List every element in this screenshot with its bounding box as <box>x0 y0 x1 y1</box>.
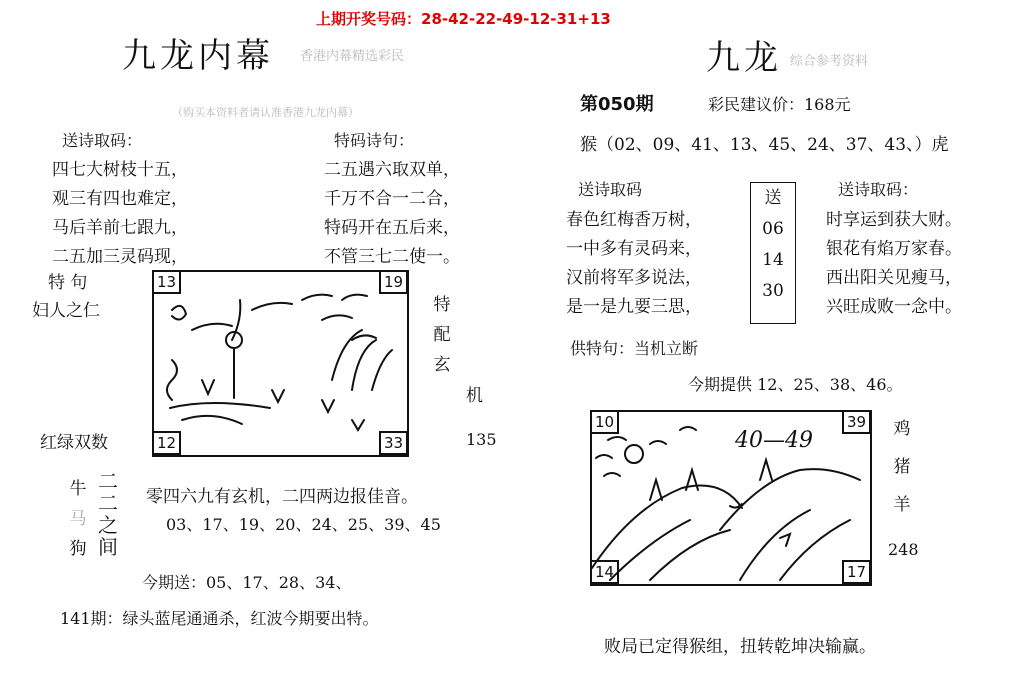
poem-line: 马后羊前七跟九， <box>52 218 188 238</box>
send-box-number: 14 <box>762 250 784 270</box>
zodiac-char: 鸡 <box>893 419 911 439</box>
number-list: 03、17、19、20、24、25、39、45 <box>166 515 441 534</box>
poem-line: 一中多有灵码来， <box>566 239 702 259</box>
right-title-faint: 综合参考资料 <box>790 54 869 69</box>
poem-line: 千万不合一二合， <box>324 189 460 209</box>
left-title-faint: 香港内幕精选彩民 <box>300 49 405 64</box>
poem-line: 二五加三灵码现， <box>52 247 188 267</box>
vertical-char: 玄 <box>433 355 451 375</box>
special-label: 特 句 <box>48 273 88 293</box>
between-column <box>96 470 120 558</box>
left-box-bl: 12 <box>152 431 181 455</box>
vertical-char: 配 <box>433 325 451 345</box>
left-faint-line: （购买本资料者请认准香港九龙内幕） <box>172 106 359 119</box>
left-box-br: 33 <box>379 431 408 455</box>
send-box <box>750 182 796 324</box>
left-code-heading: 特码诗句： <box>334 131 415 150</box>
provide-numbers: 今期提供 12、25、38、46。 <box>688 375 903 394</box>
zodiac-char: 牛 <box>69 479 87 499</box>
right-title: 九龙 <box>706 38 782 78</box>
send-box-number: 30 <box>762 281 784 301</box>
left-title: 九龙内幕 <box>122 36 274 76</box>
right-vertical-zodiac <box>890 410 914 524</box>
between-char: 之 <box>98 513 118 537</box>
bottom-note: 141期：绿头蓝尾通通杀，红波今期要出特。 <box>60 609 379 628</box>
poem-line: 不管三七二使一。 <box>324 247 460 267</box>
zodiac-char: 狗 <box>69 539 87 559</box>
zodiac-column <box>66 474 90 564</box>
today-send: 今期送：05、17、28、34、 <box>142 573 352 592</box>
right-box-bl: 14 <box>590 560 619 584</box>
right-box-tr: 39 <box>842 410 871 434</box>
left-vertical-last: 机 <box>466 386 483 406</box>
riddle-line: 零四六九有玄机，二四两边报佳音。 <box>146 487 418 507</box>
left-box-tr: 19 <box>379 270 408 294</box>
zodiac-char: 猪 <box>893 457 911 477</box>
poem-line: 二五遇六取双单， <box>324 160 460 180</box>
special-phrase: 妇人之仁 <box>32 301 100 321</box>
right-vertical-number: 248 <box>888 540 919 559</box>
left-poem-left <box>52 156 188 272</box>
suggested-price: 彩民建议价：168元 <box>708 95 851 114</box>
send-box-number: 06 <box>762 219 784 239</box>
poem-line: 是一是九要三思， <box>566 297 702 317</box>
left-poem-heading: 送诗取码： <box>62 131 143 150</box>
left-box-tl: 13 <box>152 270 181 294</box>
red-green-label: 红绿双数 <box>40 433 108 453</box>
last-draw-numbers: 上期开奖号码：28-42-22-49-12-31+13 <box>316 10 611 28</box>
poem-line: 兴旺成败一念中。 <box>826 297 962 317</box>
poem-line: 四七大树枝十五， <box>52 160 188 180</box>
zodiac-char: 马 <box>69 509 87 529</box>
right-sketch-drawing <box>590 410 872 586</box>
poem-line: 观三有四也难定， <box>52 189 188 209</box>
poem-line: 春色红梅香万树， <box>566 210 702 230</box>
left-poem-right <box>324 156 460 272</box>
right-special-phrase: 供特句：当机立断 <box>570 339 699 358</box>
send-box-label: 送 <box>764 188 782 208</box>
left-vertical-text <box>430 290 454 380</box>
poem-line: 时享运到获大财。 <box>826 210 962 230</box>
poem-line: 特码开在五后来， <box>324 218 460 238</box>
monkey-tiger-line: 猴（02、09、41、13、45、24、37、43、）虎 <box>580 135 949 155</box>
right-heading-right: 送诗取码： <box>838 180 919 199</box>
between-char: 间 <box>98 535 118 559</box>
right-box-tl: 10 <box>590 410 619 434</box>
left-sketch-drawing <box>152 270 409 457</box>
right-poem-right <box>826 206 962 322</box>
poem-line: 汉前将军多说法， <box>566 268 702 288</box>
zodiac-char: 羊 <box>893 495 911 515</box>
left-vertical-number: 135 <box>466 430 497 449</box>
right-poem-left <box>566 206 702 322</box>
poem-line: 银花有焰万家春。 <box>826 239 962 259</box>
between-char: 二 <box>98 469 118 493</box>
right-box-br: 17 <box>842 560 871 584</box>
between-char: 二 <box>98 491 118 515</box>
right-bottom-line: 败局已定得猴组，扭转乾坤决输赢。 <box>604 637 876 657</box>
poem-line: 西出阳关见瘦马， <box>826 268 962 288</box>
issue-number: 第050期 <box>580 94 654 115</box>
vertical-char: 特 <box>433 295 451 315</box>
sketch-text: 40—49 <box>735 428 813 453</box>
right-heading-left: 送诗取码 <box>578 180 643 199</box>
